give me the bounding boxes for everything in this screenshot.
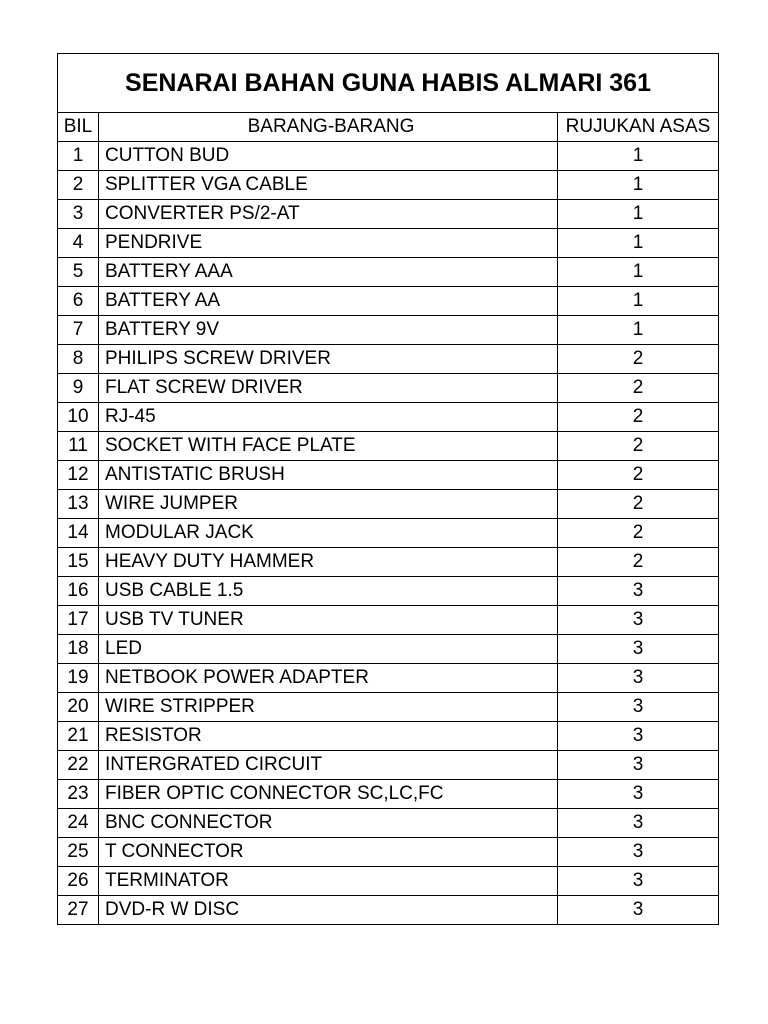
item-name: RESISTOR — [99, 722, 558, 751]
table-row — [58, 896, 719, 925]
row-number: 24 — [58, 809, 99, 838]
table-row — [58, 490, 719, 519]
table-row — [58, 693, 719, 722]
table-row — [58, 606, 719, 635]
row-number: 12 — [58, 461, 99, 490]
reference-value: 1 — [558, 316, 719, 345]
item-name: CONVERTER PS/2-AT — [99, 200, 558, 229]
table-row — [58, 751, 719, 780]
reference-value: 3 — [558, 664, 719, 693]
item-name: CUTTON BUD — [99, 142, 558, 171]
reference-value: 2 — [558, 519, 719, 548]
item-name: RJ-45 — [99, 403, 558, 432]
table-row — [58, 577, 719, 606]
column-header-bil: BIL — [58, 113, 99, 142]
row-number: 13 — [58, 490, 99, 519]
table-row — [58, 432, 719, 461]
table-row — [58, 200, 719, 229]
row-number: 5 — [58, 258, 99, 287]
document-title: SENARAI BAHAN GUNA HABIS ALMARI 361 — [58, 54, 719, 113]
table-row — [58, 780, 719, 809]
reference-value: 3 — [558, 838, 719, 867]
row-number: 6 — [58, 287, 99, 316]
reference-value: 1 — [558, 171, 719, 200]
header-row — [58, 113, 719, 142]
reference-value: 3 — [558, 780, 719, 809]
item-name: DVD-R W DISC — [99, 896, 558, 925]
item-name: MODULAR JACK — [99, 519, 558, 548]
reference-value: 2 — [558, 490, 719, 519]
reference-value: 3 — [558, 722, 719, 751]
item-name: PHILIPS SCREW DRIVER — [99, 345, 558, 374]
item-name: T CONNECTOR — [99, 838, 558, 867]
item-name: LED — [99, 635, 558, 664]
table-row — [58, 548, 719, 577]
row-number: 20 — [58, 693, 99, 722]
row-number: 14 — [58, 519, 99, 548]
reference-value: 1 — [558, 258, 719, 287]
table-row — [58, 461, 719, 490]
row-number: 26 — [58, 867, 99, 896]
reference-value: 2 — [558, 461, 719, 490]
table-row — [58, 229, 719, 258]
document-sheet — [57, 53, 718, 925]
row-number: 10 — [58, 403, 99, 432]
table-row — [58, 664, 719, 693]
row-number: 4 — [58, 229, 99, 258]
item-name: TERMINATOR — [99, 867, 558, 896]
reference-value: 2 — [558, 548, 719, 577]
item-name: PENDRIVE — [99, 229, 558, 258]
table-row — [58, 403, 719, 432]
reference-value: 1 — [558, 229, 719, 258]
table-row — [58, 809, 719, 838]
row-number: 16 — [58, 577, 99, 606]
item-name: SOCKET WITH FACE PLATE — [99, 432, 558, 461]
title-row — [58, 54, 719, 113]
table-row — [58, 258, 719, 287]
row-number: 3 — [58, 200, 99, 229]
row-number: 25 — [58, 838, 99, 867]
reference-value: 2 — [558, 374, 719, 403]
row-number: 17 — [58, 606, 99, 635]
item-name: FLAT SCREW DRIVER — [99, 374, 558, 403]
reference-value: 3 — [558, 693, 719, 722]
reference-value: 2 — [558, 432, 719, 461]
reference-value: 3 — [558, 606, 719, 635]
reference-value: 3 — [558, 896, 719, 925]
item-name: INTERGRATED CIRCUIT — [99, 751, 558, 780]
reference-value: 3 — [558, 751, 719, 780]
item-name: USB CABLE 1.5 — [99, 577, 558, 606]
table-row — [58, 838, 719, 867]
table-row — [58, 345, 719, 374]
column-header-item: BARANG-BARANG — [99, 113, 558, 142]
table-row — [58, 374, 719, 403]
row-number: 11 — [58, 432, 99, 461]
table-row — [58, 287, 719, 316]
item-name: NETBOOK POWER ADAPTER — [99, 664, 558, 693]
row-number: 23 — [58, 780, 99, 809]
reference-value: 3 — [558, 809, 719, 838]
table-row — [58, 635, 719, 664]
reference-value: 3 — [558, 867, 719, 896]
table-row — [58, 722, 719, 751]
table-row — [58, 171, 719, 200]
item-name: WIRE JUMPER — [99, 490, 558, 519]
row-number: 21 — [58, 722, 99, 751]
item-name: HEAVY DUTY HAMMER — [99, 548, 558, 577]
item-name: USB TV TUNER — [99, 606, 558, 635]
row-number: 1 — [58, 142, 99, 171]
reference-value: 2 — [558, 403, 719, 432]
item-name: BNC CONNECTOR — [99, 809, 558, 838]
row-number: 15 — [58, 548, 99, 577]
item-name: FIBER OPTIC CONNECTOR SC,LC,FC — [99, 780, 558, 809]
item-name: ANTISTATIC BRUSH — [99, 461, 558, 490]
row-number: 22 — [58, 751, 99, 780]
table-row — [58, 519, 719, 548]
table-row — [58, 142, 719, 171]
table-row — [58, 867, 719, 896]
reference-value: 2 — [558, 345, 719, 374]
row-number: 27 — [58, 896, 99, 925]
row-number: 2 — [58, 171, 99, 200]
row-number: 19 — [58, 664, 99, 693]
item-name: WIRE STRIPPER — [99, 693, 558, 722]
item-name: BATTERY AA — [99, 287, 558, 316]
table-body — [58, 54, 719, 925]
row-number: 7 — [58, 316, 99, 345]
reference-value: 3 — [558, 577, 719, 606]
item-name: BATTERY AAA — [99, 258, 558, 287]
reference-value: 1 — [558, 142, 719, 171]
reference-value: 1 — [558, 287, 719, 316]
reference-value: 3 — [558, 635, 719, 664]
row-number: 8 — [58, 345, 99, 374]
reference-value: 1 — [558, 200, 719, 229]
consumables-table — [57, 53, 719, 925]
item-name: BATTERY 9V — [99, 316, 558, 345]
item-name: SPLITTER VGA CABLE — [99, 171, 558, 200]
column-header-ref: RUJUKAN ASAS — [558, 113, 719, 142]
row-number: 18 — [58, 635, 99, 664]
table-row — [58, 316, 719, 345]
row-number: 9 — [58, 374, 99, 403]
